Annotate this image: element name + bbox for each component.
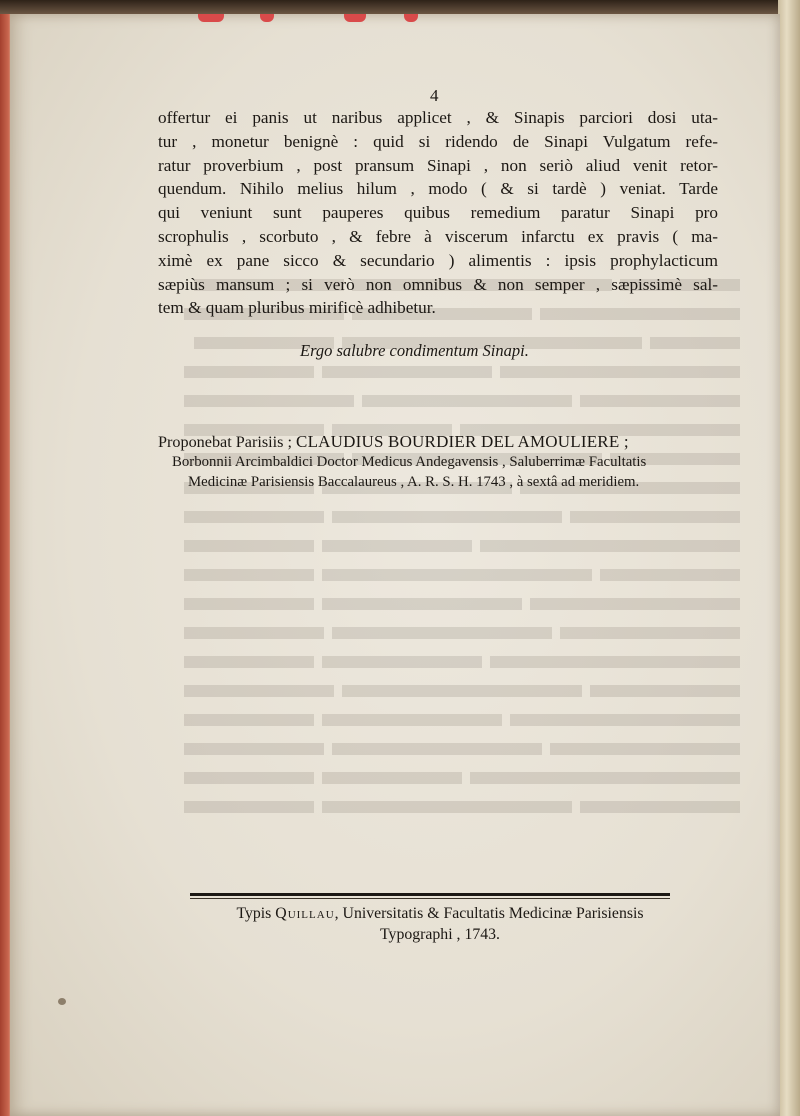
- body-line: ximè ex pane sicco & secundario ) alimentis : ipsis prophylacticum: [158, 250, 718, 270]
- ink-stain: [58, 998, 66, 1005]
- body-line: scrophulis , scorbuto , & febre à viscerum infarctu ex pravis ( ma-: [158, 226, 718, 246]
- imprint-rest: , Universitatis & Facultatis Medicinæ Parisiensis: [334, 905, 644, 922]
- imprint-typis: Typis: [236, 905, 272, 922]
- author-credentials: Borbonnii Arcimbaldici Doctor Medicus Andegavensis , Saluberrimæ Facultatis: [172, 454, 647, 470]
- proponebat-prefix: Proponebat Parisiis ;: [158, 433, 297, 451]
- author-date: Medicinæ Parisiensis Baccalaureus , A. R. S. H. 1743 , à sextâ ad meridiem.: [188, 474, 640, 490]
- printer-imprint: [210, 903, 670, 945]
- body-line: ratur proverbium , post pransum Sinapi , non seriò aliud venit retor-: [158, 155, 718, 175]
- imprint-line: [210, 903, 670, 924]
- proponebat-line: [158, 432, 718, 452]
- proponebat-block: [158, 432, 718, 492]
- body-line: qui veniunt sunt pauperes quibus remedium paratur Sinapi pro: [158, 203, 718, 223]
- conclusion-heading: Ergo salubre condimentum Sinapi.: [300, 341, 529, 360]
- imprint-rule: [190, 893, 670, 896]
- body-line: tem & quam pluribus mirificè adhibetur.: [158, 298, 436, 318]
- body-paragraph: [158, 106, 718, 320]
- body-line: offertur ei panis ut naribus applicet , & Sinapis parciori dosi uta-: [158, 108, 718, 127]
- author-name: CLAUDIUS BOURDIER DEL AMOULIERE ;: [296, 432, 629, 451]
- printer-name: Quillau: [275, 905, 335, 922]
- body-line: sæpiùs mansum ; si verò non omnibus & non semper , sæpissimè sal-: [158, 274, 718, 294]
- page-number: 4: [430, 86, 439, 105]
- body-line: quendum. Nihilo melius hilum , modo ( & si tardè ) veniat. Tarde: [158, 179, 718, 199]
- imprint-line-2: Typographi , 1743.: [380, 926, 500, 943]
- imprint-rule-thin: [190, 898, 670, 899]
- body-line: tur , monetur benignè : quid si ridendo de Sinapi Vulgatum refe-: [158, 131, 718, 151]
